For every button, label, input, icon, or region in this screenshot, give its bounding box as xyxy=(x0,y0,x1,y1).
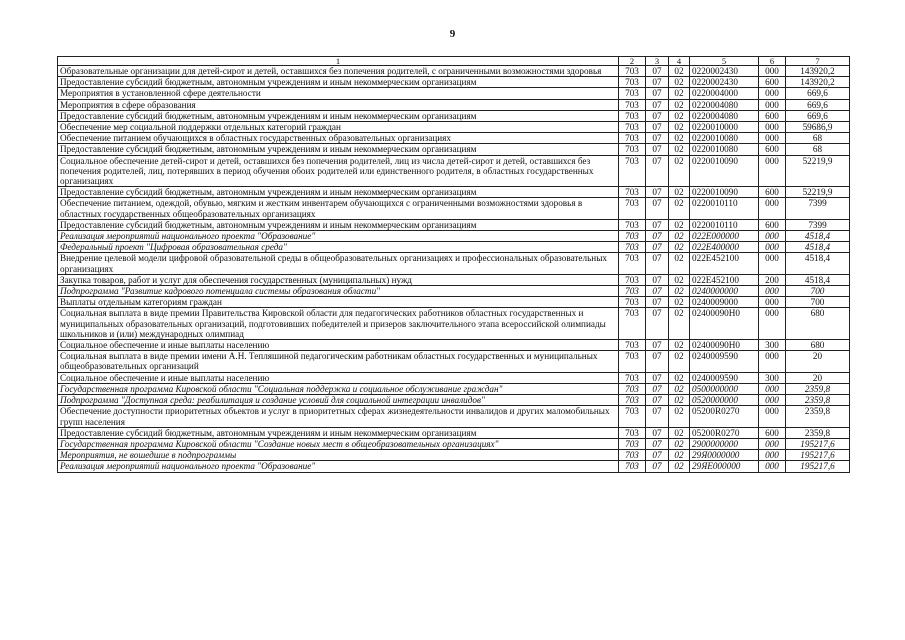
row-subsection-cell: 02 xyxy=(669,253,690,274)
table-row xyxy=(58,66,850,77)
row-code-cell: 703 xyxy=(619,340,646,351)
row-amount-cell: 7399 xyxy=(786,198,850,219)
row-subsection-cell: 02 xyxy=(669,187,690,198)
row-target-cell: 022E400000 xyxy=(690,242,759,253)
row-amount-cell: 669,6 xyxy=(786,99,850,110)
row-amount-cell: 2359,8 xyxy=(786,395,850,406)
row-name-cell: Государственная программа Кировской области "Социальная поддержка и социальное обслуживание граждан" xyxy=(58,383,619,394)
row-section-cell: 07 xyxy=(646,383,669,394)
row-subsection-cell: 02 xyxy=(669,308,690,340)
row-name-cell: Мероприятия в сфере образования xyxy=(58,99,619,110)
row-section-cell: 07 xyxy=(646,231,669,242)
row-name-cell: Мероприятия в установленной сфере деятельности xyxy=(58,88,619,99)
row-expense-type-cell: 000 xyxy=(759,88,786,99)
row-expense-type-cell: 600 xyxy=(759,144,786,155)
row-amount-cell: 20 xyxy=(786,351,850,372)
row-section-cell: 07 xyxy=(646,88,669,99)
row-code-cell: 703 xyxy=(619,383,646,394)
table-row xyxy=(58,122,850,133)
table-row xyxy=(58,99,850,110)
row-code-cell: 703 xyxy=(619,286,646,297)
row-name-cell: Социальное обеспечение детей-сирот и детей, оставшихся без попечения родителей, лиц из числа детей-сирот и детей, оставшихся без попечения родителей, лиц, потерявших в период обучения обоих родителей или единственного родителя, в областных государственных организациях xyxy=(58,155,619,187)
row-expense-type-cell: 000 xyxy=(759,99,786,110)
row-code-cell: 703 xyxy=(619,351,646,372)
row-target-cell: 0240009590 xyxy=(690,351,759,372)
row-target-cell: 022E452100 xyxy=(690,274,759,285)
row-expense-type-cell: 000 xyxy=(759,383,786,394)
row-expense-type-cell: 000 xyxy=(759,253,786,274)
table-row xyxy=(58,383,850,394)
table-row xyxy=(58,297,850,308)
table-row xyxy=(58,308,850,340)
row-subsection-cell: 02 xyxy=(669,77,690,88)
row-amount-cell: 680 xyxy=(786,340,850,351)
row-code-cell: 703 xyxy=(619,133,646,144)
row-section-cell: 07 xyxy=(646,274,669,285)
row-name-cell: Федеральный проект "Цифровая образовательная среда" xyxy=(58,242,619,253)
row-amount-cell: 669,6 xyxy=(786,88,850,99)
row-expense-type-cell: 000 xyxy=(759,286,786,297)
row-target-cell: 0520000000 xyxy=(690,395,759,406)
row-subsection-cell: 02 xyxy=(669,99,690,110)
row-expense-type-cell: 000 xyxy=(759,231,786,242)
row-name-cell: Социальное обеспечение и иные выплаты населению xyxy=(58,340,619,351)
row-name-cell: Социальная выплата в виде премии Правительства Кировской области для педагогических работников областных государственных и муниципальных образовательных организаций, подготовивших победителей и призеров заключительного этапа всероссийской олимпиады школьников и (или) международных олимпиад xyxy=(58,308,619,340)
row-name-cell: Внедрение целевой модели цифровой образовательной среды в общеобразовательных организациях и профессиональных образовательных организациях xyxy=(58,253,619,274)
row-section-cell: 07 xyxy=(646,395,669,406)
row-name-cell: Выплаты отдельным категориям граждан xyxy=(58,297,619,308)
row-code-cell: 703 xyxy=(619,231,646,242)
column-header-2: 2 xyxy=(619,57,646,66)
table-row xyxy=(58,88,850,99)
row-target-cell: 0220010090 xyxy=(690,187,759,198)
row-target-cell: 0220010110 xyxy=(690,219,759,230)
row-expense-type-cell: 600 xyxy=(759,187,786,198)
row-target-cell: 2900000000 xyxy=(690,438,759,449)
table-row xyxy=(58,286,850,297)
row-amount-cell: 700 xyxy=(786,297,850,308)
row-name-cell: Государственная программа Кировской области "Создание новых мест в общеобразовательных организациях" xyxy=(58,438,619,449)
row-amount-cell: 143920,2 xyxy=(786,66,850,77)
row-subsection-cell: 02 xyxy=(669,155,690,187)
row-target-cell: 0240009590 xyxy=(690,372,759,383)
row-section-cell: 07 xyxy=(646,242,669,253)
row-name-cell: Обеспечение доступности приоритетных объектов и услуг в приоритетных сферах жизнедеятельности инвалидов и других маломобильных групп населения xyxy=(58,406,619,427)
row-section-cell: 07 xyxy=(646,133,669,144)
row-expense-type-cell: 000 xyxy=(759,461,786,472)
row-name-cell: Предоставление субсидий бюджетным, автономным учреждениям и иным некоммерческим организациям xyxy=(58,187,619,198)
row-expense-type-cell: 000 xyxy=(759,155,786,187)
row-amount-cell: 2359,8 xyxy=(786,383,850,394)
row-code-cell: 703 xyxy=(619,88,646,99)
row-code-cell: 703 xyxy=(619,438,646,449)
row-amount-cell: 68 xyxy=(786,133,850,144)
row-target-cell: 0220002430 xyxy=(690,77,759,88)
row-section-cell: 07 xyxy=(646,99,669,110)
row-amount-cell: 52219,9 xyxy=(786,187,850,198)
row-expense-type-cell: 600 xyxy=(759,427,786,438)
row-subsection-cell: 02 xyxy=(669,88,690,99)
row-amount-cell: 7399 xyxy=(786,219,850,230)
row-expense-type-cell: 000 xyxy=(759,66,786,77)
table-row xyxy=(58,340,850,351)
table-row xyxy=(58,155,850,187)
budget-table xyxy=(57,56,850,473)
table-row xyxy=(58,144,850,155)
table-row xyxy=(58,351,850,372)
row-expense-type-cell: 000 xyxy=(759,242,786,253)
table-row xyxy=(58,461,850,472)
row-target-cell: 29Я0000000 xyxy=(690,450,759,461)
table-row xyxy=(58,406,850,427)
row-subsection-cell: 02 xyxy=(669,66,690,77)
row-subsection-cell: 02 xyxy=(669,450,690,461)
row-subsection-cell: 02 xyxy=(669,198,690,219)
row-target-cell: 0220010000 xyxy=(690,122,759,133)
row-name-cell: Обеспечение питанием обучающихся в областных государственных образовательных организациях xyxy=(58,133,619,144)
row-amount-cell: 195217,6 xyxy=(786,461,850,472)
row-code-cell: 703 xyxy=(619,406,646,427)
row-target-cell: 0220010090 xyxy=(690,155,759,187)
row-section-cell: 07 xyxy=(646,340,669,351)
row-section-cell: 07 xyxy=(646,351,669,372)
table-header-row xyxy=(58,57,850,66)
table-row xyxy=(58,77,850,88)
row-name-cell: Реализация мероприятий национального проекта "Образование" xyxy=(58,461,619,472)
table-body xyxy=(58,66,850,473)
row-amount-cell: 59686,9 xyxy=(786,122,850,133)
row-amount-cell: 52219,9 xyxy=(786,155,850,187)
row-code-cell: 703 xyxy=(619,77,646,88)
row-expense-type-cell: 300 xyxy=(759,372,786,383)
row-subsection-cell: 02 xyxy=(669,231,690,242)
table-row xyxy=(58,231,850,242)
row-name-cell: Предоставление субсидий бюджетным, автономным учреждениям и иным некоммерческим организациям xyxy=(58,427,619,438)
row-expense-type-cell: 000 xyxy=(759,450,786,461)
row-expense-type-cell: 000 xyxy=(759,395,786,406)
row-target-cell: 05200R0270 xyxy=(690,406,759,427)
table-row xyxy=(58,274,850,285)
table-row xyxy=(58,110,850,121)
table-row xyxy=(58,395,850,406)
row-amount-cell: 4518,4 xyxy=(786,231,850,242)
row-target-cell: 0500000000 xyxy=(690,383,759,394)
row-section-cell: 07 xyxy=(646,198,669,219)
row-code-cell: 703 xyxy=(619,99,646,110)
row-amount-cell: 2359,8 xyxy=(786,406,850,427)
row-subsection-cell: 02 xyxy=(669,340,690,351)
row-target-cell: 02400090Н0 xyxy=(690,340,759,351)
row-name-cell: Предоставление субсидий бюджетным, автономным учреждениям и иным некоммерческим организациям xyxy=(58,77,619,88)
row-name-cell: Предоставление субсидий бюджетным, автономным учреждениям и иным некоммерческим организациям xyxy=(58,219,619,230)
row-expense-type-cell: 000 xyxy=(759,122,786,133)
row-amount-cell: 4518,4 xyxy=(786,253,850,274)
row-name-cell: Подпрограмма "Развитие кадрового потенциала системы образования области" xyxy=(58,286,619,297)
row-code-cell: 703 xyxy=(619,144,646,155)
row-code-cell: 703 xyxy=(619,122,646,133)
table-row xyxy=(58,438,850,449)
column-header-1: 1 xyxy=(58,57,619,66)
row-code-cell: 703 xyxy=(619,450,646,461)
row-amount-cell: 680 xyxy=(786,308,850,340)
row-code-cell: 703 xyxy=(619,219,646,230)
row-amount-cell: 68 xyxy=(786,144,850,155)
row-name-cell: Социальное обеспечение и иные выплаты населению xyxy=(58,372,619,383)
column-header-6: 6 xyxy=(759,57,786,66)
row-code-cell: 703 xyxy=(619,427,646,438)
row-subsection-cell: 02 xyxy=(669,395,690,406)
row-amount-cell: 195217,6 xyxy=(786,450,850,461)
row-subsection-cell: 02 xyxy=(669,406,690,427)
row-subsection-cell: 02 xyxy=(669,242,690,253)
row-expense-type-cell: 000 xyxy=(759,297,786,308)
row-section-cell: 07 xyxy=(646,308,669,340)
table-row xyxy=(58,253,850,274)
row-section-cell: 07 xyxy=(646,110,669,121)
row-section-cell: 07 xyxy=(646,155,669,187)
row-amount-cell: 669,6 xyxy=(786,110,850,121)
row-target-cell: 02400090Н0 xyxy=(690,308,759,340)
row-name-cell: Подпрограмма "Доступная среда: реабилитация и создание условий для социальной интеграции инвалидов" xyxy=(58,395,619,406)
row-section-cell: 07 xyxy=(646,144,669,155)
row-section-cell: 07 xyxy=(646,297,669,308)
row-subsection-cell: 02 xyxy=(669,427,690,438)
row-subsection-cell: 02 xyxy=(669,144,690,155)
row-expense-type-cell: 000 xyxy=(759,406,786,427)
row-subsection-cell: 02 xyxy=(669,351,690,372)
row-name-cell: Предоставление субсидий бюджетным, автономным учреждениям и иным некоммерческим организациям xyxy=(58,110,619,121)
row-target-cell: 0220004000 xyxy=(690,88,759,99)
row-name-cell: Обеспечение питанием, одеждой, обувью, мягким и жестким инвентарем обучающихся с ограниченными возможностями здоровья в областных государственных общеобразовательных организациях xyxy=(58,198,619,219)
row-subsection-cell: 02 xyxy=(669,383,690,394)
row-section-cell: 07 xyxy=(646,286,669,297)
row-section-cell: 07 xyxy=(646,372,669,383)
table-row xyxy=(58,133,850,144)
row-subsection-cell: 02 xyxy=(669,219,690,230)
column-header-4: 4 xyxy=(669,57,690,66)
page-number: 9 xyxy=(449,28,456,40)
row-code-cell: 703 xyxy=(619,253,646,274)
row-expense-type-cell: 000 xyxy=(759,198,786,219)
row-target-cell: 0220010110 xyxy=(690,198,759,219)
table-row xyxy=(58,187,850,198)
table-row xyxy=(58,372,850,383)
row-section-cell: 07 xyxy=(646,461,669,472)
row-section-cell: 07 xyxy=(646,406,669,427)
row-name-cell: Реализация мероприятий национального проекта "Образование" xyxy=(58,231,619,242)
row-code-cell: 703 xyxy=(619,395,646,406)
row-target-cell: 0240009000 xyxy=(690,297,759,308)
row-expense-type-cell: 600 xyxy=(759,77,786,88)
row-expense-type-cell: 000 xyxy=(759,438,786,449)
row-section-cell: 07 xyxy=(646,219,669,230)
row-section-cell: 07 xyxy=(646,187,669,198)
row-name-cell: Образовательные организации для детей-сирот и детей, оставшихся без попечения родителей, с ограниченными возможностями здоровья xyxy=(58,66,619,77)
row-subsection-cell: 02 xyxy=(669,297,690,308)
row-expense-type-cell: 000 xyxy=(759,308,786,340)
row-code-cell: 703 xyxy=(619,308,646,340)
table-row xyxy=(58,198,850,219)
row-subsection-cell: 02 xyxy=(669,372,690,383)
row-subsection-cell: 02 xyxy=(669,133,690,144)
row-section-cell: 07 xyxy=(646,66,669,77)
row-section-cell: 07 xyxy=(646,450,669,461)
row-subsection-cell: 02 xyxy=(669,110,690,121)
row-code-cell: 703 xyxy=(619,155,646,187)
row-section-cell: 07 xyxy=(646,427,669,438)
row-code-cell: 703 xyxy=(619,110,646,121)
table-row xyxy=(58,427,850,438)
row-code-cell: 703 xyxy=(619,372,646,383)
table-row xyxy=(58,242,850,253)
row-amount-cell: 143920,2 xyxy=(786,77,850,88)
row-amount-cell: 20 xyxy=(786,372,850,383)
row-code-cell: 703 xyxy=(619,198,646,219)
table-row xyxy=(58,219,850,230)
row-code-cell: 703 xyxy=(619,187,646,198)
row-expense-type-cell: 300 xyxy=(759,340,786,351)
table-row xyxy=(58,450,850,461)
row-name-cell: Социальная выплата в виде премии имени А.Н. Тепляшиной педагогическим работникам областных государственных и муниципальных общеобразовательных организаций xyxy=(58,351,619,372)
row-name-cell: Мероприятия, не вошедшие в подпрограммы xyxy=(58,450,619,461)
row-target-cell: 0240000000 xyxy=(690,286,759,297)
row-target-cell: 0220010080 xyxy=(690,133,759,144)
row-code-cell: 703 xyxy=(619,297,646,308)
row-expense-type-cell: 200 xyxy=(759,274,786,285)
row-target-cell: 29ЯЕ000000 xyxy=(690,461,759,472)
column-header-3: 3 xyxy=(646,57,669,66)
row-section-cell: 07 xyxy=(646,122,669,133)
row-code-cell: 703 xyxy=(619,66,646,77)
row-subsection-cell: 02 xyxy=(669,122,690,133)
row-target-cell: 022E452100 xyxy=(690,253,759,274)
row-expense-type-cell: 600 xyxy=(759,110,786,121)
column-header-7: 7 xyxy=(786,57,850,66)
row-section-cell: 07 xyxy=(646,438,669,449)
column-header-5: 5 xyxy=(690,57,759,66)
row-section-cell: 07 xyxy=(646,253,669,274)
row-target-cell: 022E000000 xyxy=(690,231,759,242)
row-target-cell: 0220004080 xyxy=(690,110,759,121)
row-code-cell: 703 xyxy=(619,461,646,472)
row-amount-cell: 4518,4 xyxy=(786,242,850,253)
row-subsection-cell: 02 xyxy=(669,274,690,285)
row-subsection-cell: 02 xyxy=(669,286,690,297)
row-expense-type-cell: 000 xyxy=(759,133,786,144)
row-target-cell: 0220004080 xyxy=(690,99,759,110)
row-name-cell: Предоставление субсидий бюджетным, автономным учреждениям и иным некоммерческим организациям xyxy=(58,144,619,155)
row-target-cell: 05200R0270 xyxy=(690,427,759,438)
row-code-cell: 703 xyxy=(619,274,646,285)
row-amount-cell: 195217,6 xyxy=(786,438,850,449)
row-name-cell: Закупка товаров, работ и услуг для обеспечения государственных (муниципальных) нужд xyxy=(58,274,619,285)
row-amount-cell: 2359,8 xyxy=(786,427,850,438)
row-section-cell: 07 xyxy=(646,77,669,88)
row-subsection-cell: 02 xyxy=(669,438,690,449)
row-amount-cell: 4518,4 xyxy=(786,274,850,285)
row-subsection-cell: 02 xyxy=(669,461,690,472)
row-target-cell: 0220002430 xyxy=(690,66,759,77)
row-code-cell: 703 xyxy=(619,242,646,253)
row-amount-cell: 700 xyxy=(786,286,850,297)
row-target-cell: 0220010080 xyxy=(690,144,759,155)
row-expense-type-cell: 600 xyxy=(759,219,786,230)
row-name-cell: Обеспечение мер социальной поддержки отдельных категорий граждан xyxy=(58,122,619,133)
row-expense-type-cell: 000 xyxy=(759,351,786,372)
